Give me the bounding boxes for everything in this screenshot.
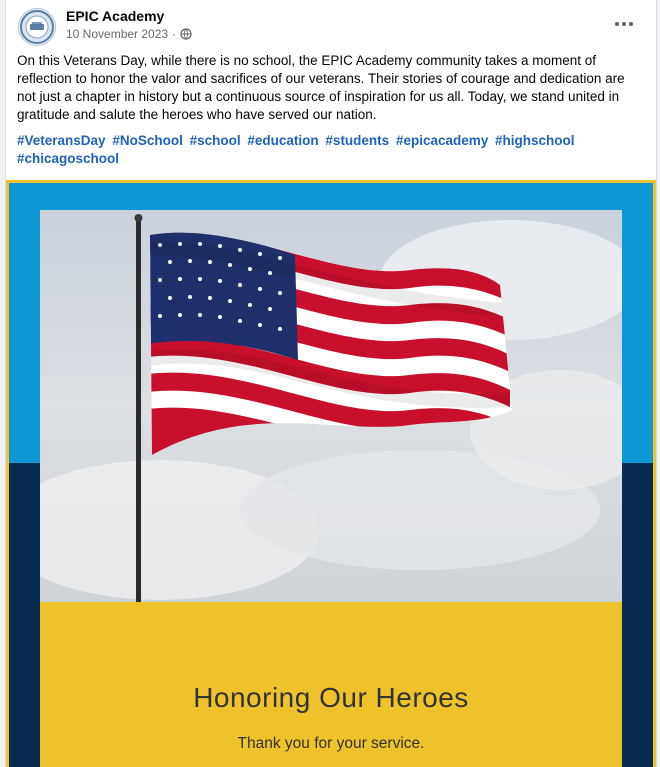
post-card — [5, 0, 657, 767]
hashtag-link[interactable]: #school — [189, 133, 241, 148]
hashtag-link[interactable]: #education — [247, 133, 319, 148]
hashtag-link[interactable]: #chicagoschool — [17, 151, 120, 166]
banner-frame — [6, 180, 656, 183]
banner-headline: Honoring Our Heroes — [193, 682, 469, 713]
author-name[interactable]: EPIC Academy — [66, 8, 165, 24]
hashtag-link[interactable]: #NoSchool — [112, 133, 183, 148]
meta-separator: · — [172, 27, 177, 41]
hashtag-link[interactable]: #VeteransDay — [17, 133, 106, 148]
hashtag-link[interactable]: #students — [325, 133, 390, 148]
post-header — [16, 6, 646, 48]
post-body: On this Veterans Day, while there is no school, the EPIC Academy community takes a moment of reflection to honor the valor and sacrifices of our veterans. Their stories of courage and dedication are not just a chapter in history but a continuous source of inspiration for us all. Today, we stand united in gratitude and salute the heroes who have served our nation. — [17, 53, 625, 122]
hashtag-link[interactable]: #highschool — [495, 133, 575, 148]
school-logo-icon[interactable] — [18, 8, 56, 46]
hashtag-list — [17, 132, 637, 168]
post-meta — [66, 27, 192, 41]
hashtag-link[interactable]: #epicacademy — [395, 133, 489, 148]
more-options-icon[interactable] — [610, 12, 638, 36]
banner-caption-panel — [40, 602, 622, 767]
banner-frame — [653, 180, 656, 767]
banner-frame — [6, 180, 9, 767]
flag-photo — [40, 210, 622, 602]
post-image[interactable] — [6, 180, 656, 767]
globe-icon — [180, 28, 192, 40]
banner-subline: Thank you for your service. — [237, 735, 425, 752]
post-date[interactable]: 10 November 2023 — [66, 27, 169, 41]
